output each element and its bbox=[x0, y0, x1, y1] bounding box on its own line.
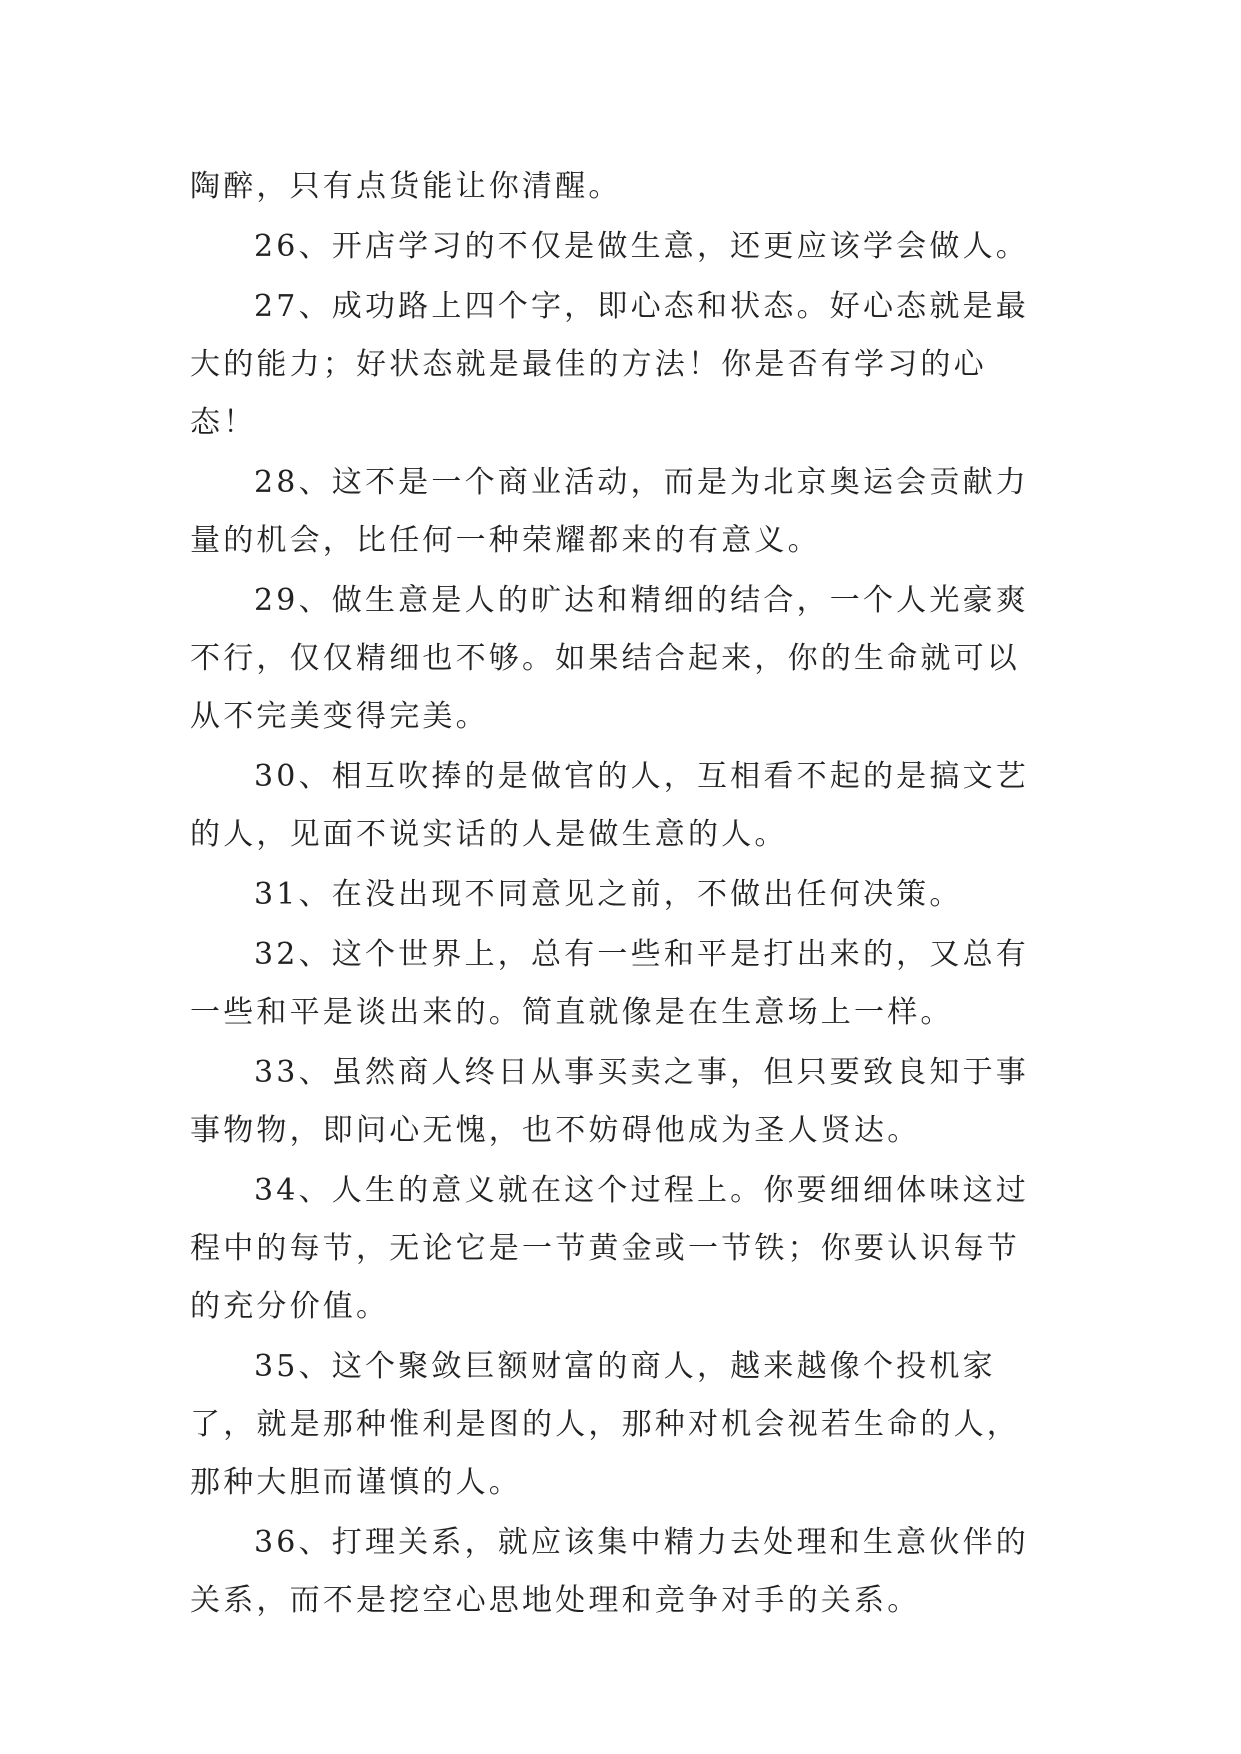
paragraph-28: 28、这不是一个商业活动，而是为北京奥运会贡献力量的机会，比任何一种荣耀都来的有意义。 bbox=[190, 465, 1029, 558]
paragraph-36: 36、打理关系，就应该集中精力去处理和生意伙伴的关系，而不是挖空心思地处理和竞争对手的关系。 bbox=[190, 1525, 1029, 1618]
paragraph-35: 35、这个聚敛巨额财富的商人，越来越像个投机家了，就是那种惟利是图的人，那种对机会视若生命的人，那种大胆而谨慎的人。 bbox=[190, 1349, 1020, 1500]
document-body bbox=[190, 158, 1050, 1630]
paragraph-32: 32、这个世界上，总有一些和平是打出来的，又总有一些和平是谈出来的。简直就像是在生意场上一样。 bbox=[190, 937, 1029, 1030]
paragraph-27: 27、成功路上四个字，即心态和状态。好心态就是最大的能力；好状态就是最佳的方法！你是否有学习的心态！ bbox=[190, 289, 1029, 440]
paragraph-34: 34、人生的意义就在这个过程上。你要细细体味这过程中的每节，无论它是一节黄金或一节铁；你要认识每节的充分价值。 bbox=[190, 1173, 1029, 1324]
paragraph-31: 31、在没出现不同意见之前，不做出任何决策。 bbox=[254, 877, 963, 912]
paragraph-29: 29、做生意是人的旷达和精细的结合，一个人光豪爽不行，仅仅精细也不够。如果结合起来，你的生命就可以从不完美变得完美。 bbox=[190, 583, 1029, 734]
paragraph-26: 26、开店学习的不仅是做生意，还更应该学会做人。 bbox=[254, 229, 1029, 264]
paragraph-33: 33、虽然商人终日从事买卖之事，但只要致良知于事事物物，即问心无愧，也不妨碍他成为圣人贤达。 bbox=[190, 1055, 1029, 1148]
continued-paragraph: 陶醉，只有点货能让你清醒。 bbox=[190, 169, 622, 204]
paragraph-30: 30、相互吹捧的是做官的人，互相看不起的是搞文艺的人，见面不说实话的人是做生意的人。 bbox=[190, 759, 1029, 852]
